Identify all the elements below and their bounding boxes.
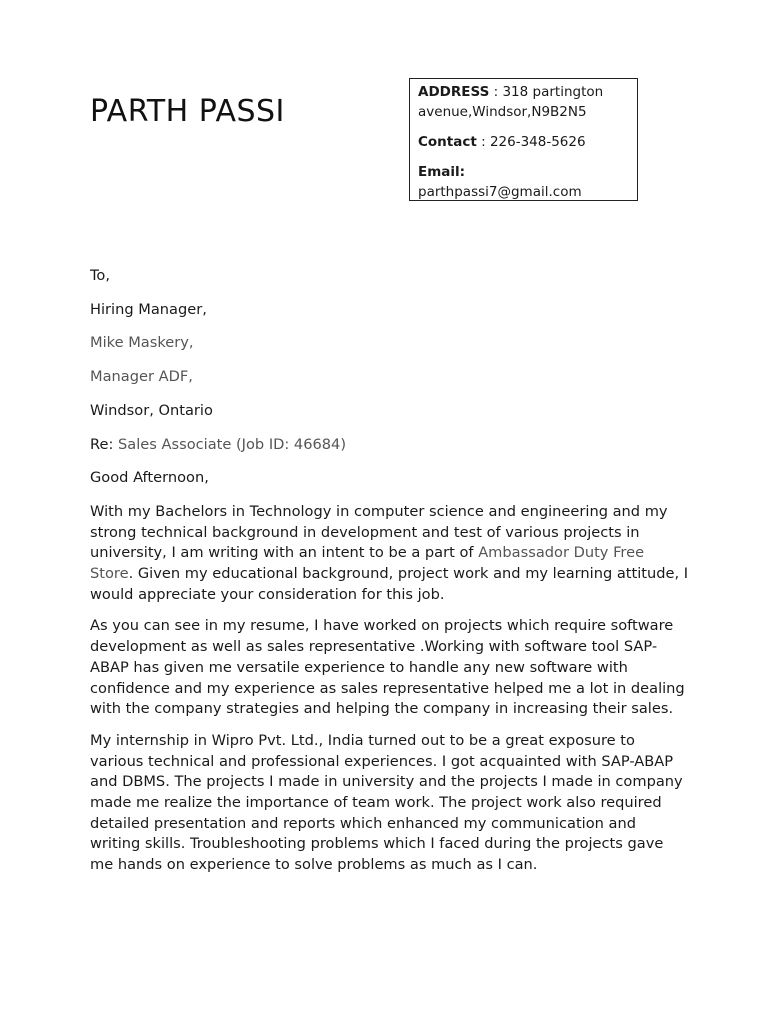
paragraph-1-start: With my Bachelors in Technology in computer science and engineering and my strong technical background in development and test of various projects in university, I am writing with an intent to be a part of (90, 502, 668, 562)
subject-line (90, 435, 690, 456)
subject-text: Sales Associate (Job ID: 46684) (118, 435, 347, 453)
paragraph-3: My internship in Wipro Pvt. Ltd., India turned out to be a great exposure to various technical and professional experiences. I got acquainted with SAP-ABAP and DBMS. The projects I made in university and the projects I made in company made me realize the importance of team work. The project work also required detailed presentation and reports which enhanced my communication and writing skills. Troubleshooting problems which I faced during the projects gave me hands on experience to solve problems as much as I can. (90, 731, 683, 874)
subject-prefix: Re: (90, 435, 119, 453)
paragraph-1 (90, 502, 690, 606)
recipient-person: Mike Maskery, (90, 334, 194, 352)
salutation-to: To, (90, 267, 111, 284)
contact-line (418, 132, 629, 152)
letter-body (90, 266, 690, 887)
address-label: ADDRESS (418, 84, 490, 100)
contact-label: Contact (418, 134, 477, 150)
recipient-role: Manager ADF, (90, 368, 193, 386)
address-value: : 318 partington avenue,Windsor,N9B2N5 (418, 84, 604, 120)
email-label: Email: (418, 164, 466, 180)
address-line (418, 82, 629, 122)
paragraph-2: As you can see in my resume, I have worked on projects which require software development as well as sales representative .Working with software tool SAP-ABAP has given me versatile experience to handle any new software with confidence and my experience as sales representative helped me a lot in dealing with the company strategies and helping the company in increasing their sales. (90, 617, 685, 718)
company-name: Ambassador Duty Free Store (90, 544, 645, 583)
email-line (418, 162, 629, 201)
greeting: Good Afternoon, (90, 469, 209, 487)
recipient-location: Windsor, Ontario (90, 401, 213, 419)
applicant-name: PARTH PASSI (90, 94, 285, 129)
paragraph-1-end: . Given my educational background, project work and my learning attitude, I would appreciate your consideration for this job. (90, 565, 689, 603)
recipient-title: Hiring Manager, (90, 300, 207, 318)
contact-value: : 226-348-5626 (476, 134, 586, 150)
contact-box (409, 78, 638, 201)
email-value: parthpassi7@gmail.com (418, 184, 582, 200)
